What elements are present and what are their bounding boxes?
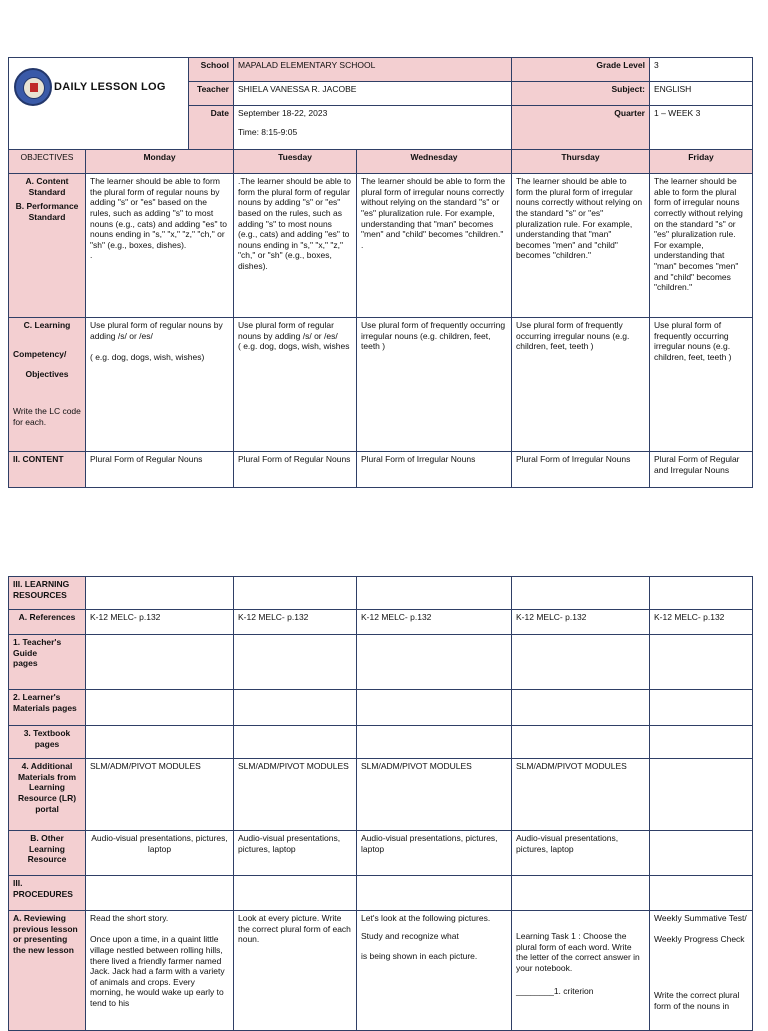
proc-tue xyxy=(234,876,357,911)
lm-fri xyxy=(650,690,753,726)
tb-fri xyxy=(650,726,753,759)
references-tuesday: K-12 MELC- p.132 xyxy=(234,610,357,635)
grade-value: 3 xyxy=(650,58,753,82)
school-value: MAPALAD ELEMENTARY SCHOOL xyxy=(234,58,512,82)
day-header-wednesday: Wednesday xyxy=(357,150,512,174)
standard-wednesday: The learner should be able to form the plural form of irregular nouns correctly without relying on the standard "s" or "es" pluralization rule. For example, understanding that "man" becomes "men" and "child" becomes "children." . xyxy=(357,174,512,318)
lm-tue xyxy=(234,690,357,726)
tg-fri xyxy=(650,635,753,690)
other-friday xyxy=(650,831,753,876)
other-thursday: Audio-visual presentations, pictures, laptop xyxy=(512,831,650,876)
other-monday: Audio-visual presentations, pictures, laptop xyxy=(86,831,234,876)
additional-materials-label: 4. Additional Materials from Learning Resource (LR) portal xyxy=(9,759,86,831)
competency-label-cell xyxy=(9,318,86,452)
review-thursday-1: Learning Task 1 : Choose the plural form of each word. Write the letter of the correct answer in your notebook. xyxy=(516,931,640,973)
lm-thu xyxy=(512,690,650,726)
date-cell xyxy=(234,106,512,150)
competency-monday: Use plural form of regular nouns by adding /s/ or /es/ ( e.g. dog, dogs, wish, wishes) xyxy=(86,318,234,452)
proc-wed xyxy=(357,876,512,911)
tb-thu xyxy=(512,726,650,759)
standard-monday: The learner should be able to form the plural form of regular nouns by adding "s" or "es" based on the rules, such as adding "s" to most nouns (e.g., cats) and adding "es" to nouns ending in "s," "x," "z," "ch," or "sh" (e.g., boxes, dishes). . xyxy=(86,174,234,318)
references-friday: K-12 MELC- p.132 xyxy=(650,610,753,635)
day-header-monday: Monday xyxy=(86,150,234,174)
school-label: School xyxy=(189,58,234,82)
references-wednesday: K-12 MELC- p.132 xyxy=(357,610,512,635)
objectives-label: Objectives xyxy=(25,369,69,380)
competency-label: Competency/ xyxy=(13,348,67,359)
review-friday-1: Weekly Summative Test/ xyxy=(654,913,747,923)
tb-wed xyxy=(357,726,512,759)
review-friday-2: Weekly Progress Check xyxy=(654,933,745,944)
time-value: Time: 8:15-9:05 xyxy=(238,126,298,137)
learning-resources-label: III. LEARNING RESOURCES xyxy=(9,577,86,610)
day-header-friday: Friday xyxy=(650,150,753,174)
lm-wed xyxy=(357,690,512,726)
references-label: A. References xyxy=(9,610,86,635)
quarter-label: Quarter xyxy=(512,106,650,150)
objectives-header: OBJECTIVES xyxy=(9,150,86,174)
lr-empty-mon xyxy=(86,577,234,610)
date-value: September 18-22, 2023 xyxy=(238,108,328,118)
content-friday: Plural Form of Regular and Irregular Nouns xyxy=(650,452,753,488)
review-thursday-cell xyxy=(512,911,650,1031)
competency-friday: Use plural form of frequently occurring irregular nouns (e.g. children, feet, teeth ) xyxy=(650,318,753,452)
content-label: II. CONTENT xyxy=(9,452,86,488)
header-table xyxy=(8,57,753,150)
tg-thu xyxy=(512,635,650,690)
learners-materials-label: 2. Learner's Materials pages xyxy=(9,690,86,726)
proc-mon xyxy=(86,876,234,911)
additional-thursday: SLM/ADM/PIVOT MODULES xyxy=(512,759,650,831)
teachers-guide-label: 1. Teacher's Guide pages xyxy=(9,635,86,690)
review-monday: Read the short story. Once upon a time, in a quaint little village nestled between rolling hills, there lived a friendly farmer named Jack. Jack had a farm with a variety of animals and crops. Every morning, he would wake up early to tend to his xyxy=(86,911,234,1031)
subject-value: ENGLISH xyxy=(650,82,753,106)
lm-mon xyxy=(86,690,234,726)
content-tuesday: Plural Form of Regular Nouns xyxy=(234,452,357,488)
review-friday-cell xyxy=(650,911,753,1031)
other-wednesday: Audio-visual presentations, pictures, laptop xyxy=(357,831,512,876)
lr-empty-wed xyxy=(357,577,512,610)
day-header-tuesday: Tuesday xyxy=(234,150,357,174)
quarter-value: 1 – WEEK 3 xyxy=(650,106,753,150)
procedures-label: III. PROCEDURES xyxy=(9,876,86,911)
review-wednesday-1: Let's look at the following pictures. xyxy=(361,913,491,923)
lr-empty-fri xyxy=(650,577,753,610)
standard-friday: The learner should be able to form the plural form of irregular nouns correctly without relying on the standard "s" or "es" pluralization rule. For example, understanding that "man" becomes "men" and "child" becomes "children." xyxy=(650,174,753,318)
objectives-table xyxy=(8,149,753,488)
standard-tuesday: .The learner should be able to form the plural form of regular nouns by adding "s" or "es" based on the rules, such as adding "s" to most nouns (e.g., cats) and adding "es" to nouns ending in "s," "x," "z," "ch," or "sh" (e.g., boxes, dishes). xyxy=(234,174,357,318)
proc-thu xyxy=(512,876,650,911)
review-wednesday-cell xyxy=(357,911,512,1031)
review-friday-3: Write the correct plural form of the nouns in xyxy=(654,990,740,1011)
date-label: Date xyxy=(189,106,234,150)
additional-friday xyxy=(650,759,753,831)
lr-empty-tue xyxy=(234,577,357,610)
reviewing-label: A. Reviewing previous lesson or presenting the new lesson xyxy=(9,911,86,1031)
references-monday: K-12 MELC- p.132 xyxy=(86,610,234,635)
references-thursday: K-12 MELC- p.132 xyxy=(512,610,650,635)
grade-label: Grade Level xyxy=(512,58,650,82)
page-title: DAILY LESSON LOG xyxy=(54,81,166,93)
learning-label: C. Learning xyxy=(23,320,71,330)
competency-tuesday: Use plural form of regular nouns by adding /s/ or /es/ ( e.g. dog, dogs, wish, wishes xyxy=(234,318,357,452)
subject-label: Subject: xyxy=(512,82,650,106)
teacher-label: Teacher xyxy=(189,82,234,106)
additional-tuesday: SLM/ADM/PIVOT MODULES xyxy=(234,759,357,831)
title-cell xyxy=(9,58,189,150)
tb-tue xyxy=(234,726,357,759)
tg-wed xyxy=(357,635,512,690)
tg-mon xyxy=(86,635,234,690)
standard-thursday: The learner should be able to form the plural form of irregular nouns correctly without relying on the standard "s" or "es" pluralization rule. For example, understanding that "man" becomes "men" and "child" becomes "children." xyxy=(512,174,650,318)
review-wednesday-3: is being shown in each picture. xyxy=(361,951,478,962)
performance-standard-label: B. Performance Standard xyxy=(15,201,79,222)
review-thursday-2: ________1. criterion xyxy=(516,985,594,996)
tg-tue xyxy=(234,635,357,690)
review-tuesday: Look at every picture. Write the correct plural form of each noun. xyxy=(234,911,357,1031)
proc-fri xyxy=(650,876,753,911)
competency-thursday: Use plural form of frequently occurring irregular nouns (e.g. children, feet, teeth ) xyxy=(512,318,650,452)
content-wednesday: Plural Form of Irregular Nouns xyxy=(357,452,512,488)
teacher-value: SHIELA VANESSA R. JACOBE xyxy=(234,82,512,106)
textbook-label: 3. Textbook pages xyxy=(9,726,86,759)
tb-mon xyxy=(86,726,234,759)
additional-wednesday: SLM/ADM/PIVOT MODULES xyxy=(357,759,512,831)
content-monday: Plural Form of Regular Nouns xyxy=(86,452,234,488)
other-resources-label: B. Other Learning Resource xyxy=(9,831,86,876)
content-thursday: Plural Form of Irregular Nouns xyxy=(512,452,650,488)
day-header-thursday: Thursday xyxy=(512,150,650,174)
additional-monday: SLM/ADM/PIVOT MODULES xyxy=(86,759,234,831)
competency-wednesday: Use plural form of frequently occurring irregular nouns (e.g. children, feet, teeth ) xyxy=(357,318,512,452)
review-wednesday-2: Study and recognize what xyxy=(361,930,459,941)
other-tuesday: Audio-visual presentations, pictures, laptop xyxy=(234,831,357,876)
lr-empty-thu xyxy=(512,577,650,610)
content-standard-label: A. Content Standard xyxy=(25,176,69,197)
standards-label-cell xyxy=(9,174,86,318)
lc-code-note: Write the LC code for each. xyxy=(13,405,81,427)
resources-table xyxy=(8,576,753,1031)
